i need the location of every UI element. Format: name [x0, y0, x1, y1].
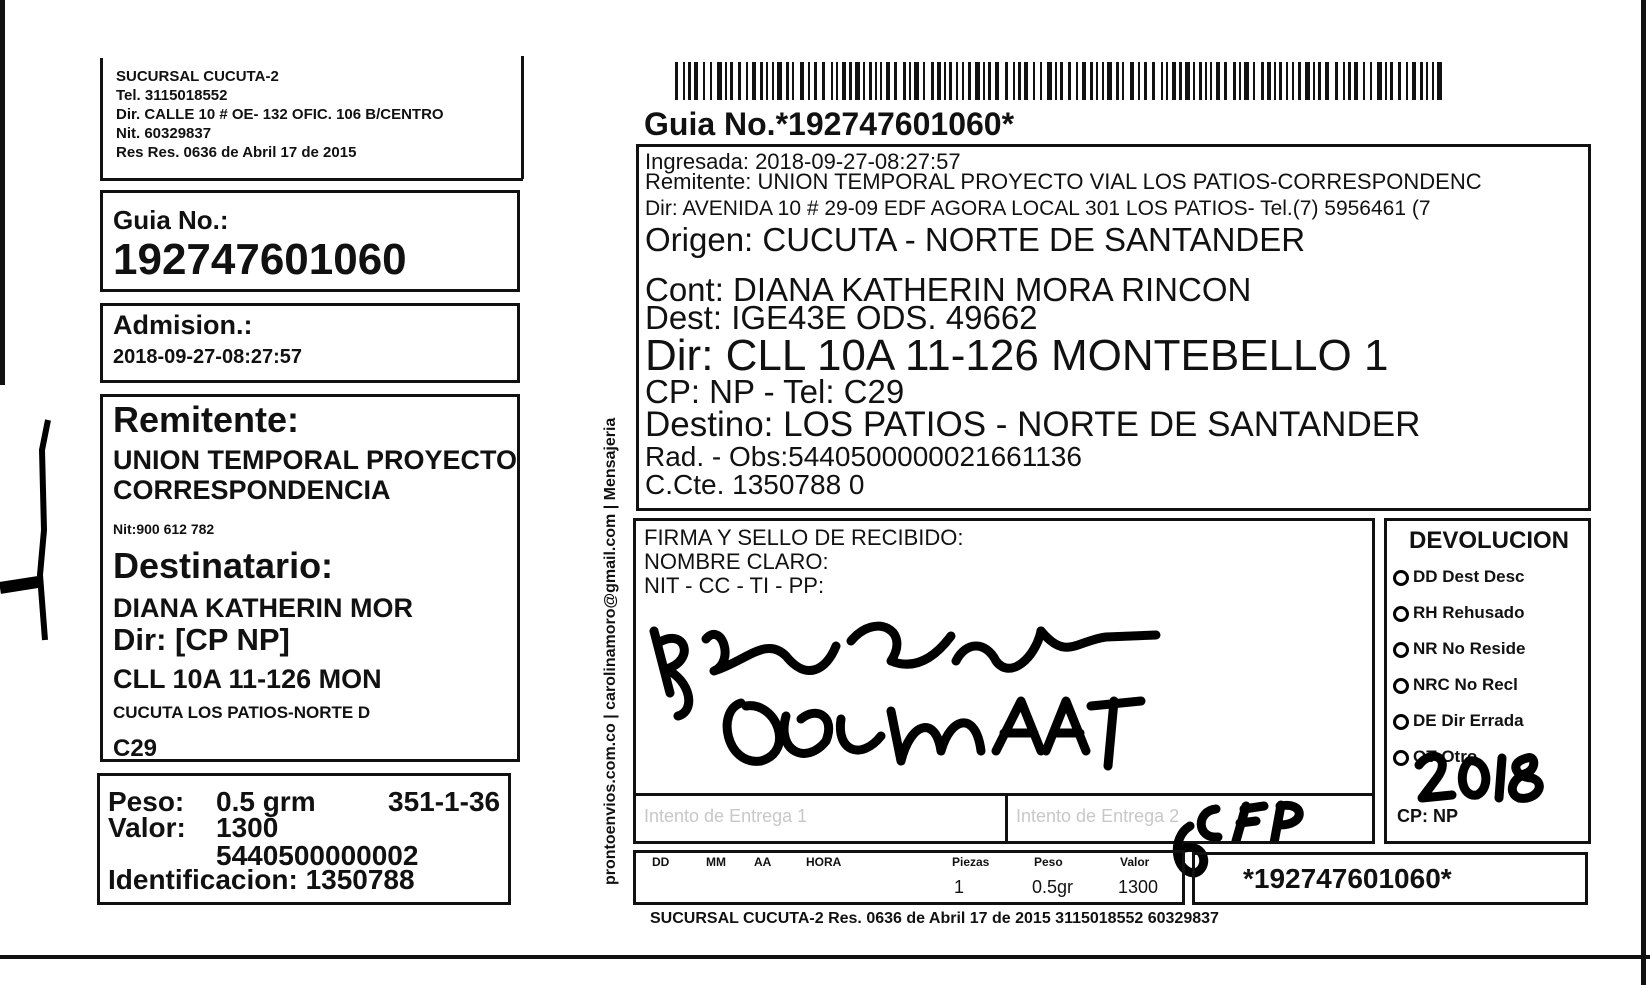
barcode-bar — [975, 62, 980, 100]
scan-border-right — [1641, 0, 1646, 985]
barcode-bar — [694, 62, 698, 100]
barcode-bar — [1412, 62, 1416, 100]
barcode-bar — [1166, 62, 1168, 100]
scan-mark-left — [0, 410, 70, 650]
table-header-dd: DD — [652, 855, 670, 869]
signature-label: FIRMA Y SELLO DE RECIBIDO: — [644, 525, 964, 550]
peso-label: Peso: — [108, 786, 185, 817]
barcode-bar — [822, 62, 825, 100]
barcode-bar — [1199, 62, 1202, 100]
barcode-bar — [746, 62, 748, 100]
barcode-bar — [937, 62, 941, 100]
branch-tel: Tel. 3115018552 — [116, 87, 228, 104]
cont-line: Cont: DIANA KATHERIN MORA RINCON — [645, 271, 1252, 308]
barcode-bar — [1363, 62, 1365, 100]
radio-circle-icon — [1393, 642, 1409, 658]
table-header-aa: AA — [754, 855, 772, 869]
recipient-city: CUCUTA LOS PATIOS-NORTE D — [113, 703, 371, 722]
barcode-bar — [786, 62, 789, 100]
barcode-bar — [1233, 62, 1236, 100]
devolucion-option[interactable]: OT Otro — [1393, 739, 1525, 775]
table-header-peso: Peso — [1034, 855, 1063, 869]
remitente-line: Remitente: UNION TEMPORAL PROYECTO VIAL LOS PATIOS-CORRESPONDENC — [645, 169, 1482, 194]
barcode-bar — [1161, 62, 1163, 100]
barcode-bar — [1047, 62, 1052, 100]
barcode-bar — [1107, 62, 1112, 100]
barcode-bar — [1216, 62, 1220, 100]
ingresada-line: Ingresada: 2018-09-27-08:27:57 — [645, 149, 961, 174]
barcode-bar — [1185, 62, 1190, 100]
barcode-bar — [914, 62, 919, 100]
barcode-bar — [875, 62, 877, 100]
barcode-bar — [886, 62, 890, 100]
barcode-bar — [831, 62, 833, 100]
table-header-valor: Valor — [1120, 855, 1150, 869]
identification: Identificacion: 1350788 — [108, 864, 415, 895]
barcode-bar — [1398, 62, 1401, 100]
barcode-bar — [766, 62, 768, 100]
barcode-bar — [855, 62, 860, 100]
barcode-bar — [923, 62, 925, 100]
barcode-bar — [717, 62, 722, 100]
barcode-bar — [1024, 62, 1028, 100]
sender-name-line1: UNION TEMPORAL PROYECTO — [113, 445, 518, 475]
barcode-bar — [1385, 62, 1387, 100]
guide-label: Guia No.: — [113, 205, 229, 235]
barcode-bar — [808, 62, 810, 100]
barcode-bar — [1432, 62, 1434, 100]
admission-box — [100, 303, 520, 383]
admission-label: Admision.: — [113, 310, 253, 340]
vertical-contact-text: prontoenvios.com.co | carolinamoro@gmail.com | Mensajeria — [602, 417, 619, 885]
barcode-bar — [1090, 62, 1093, 100]
table-header-hora: HORA — [806, 855, 842, 869]
barcode-bar — [1122, 62, 1124, 100]
table-value-piezas: 1 — [954, 877, 965, 897]
admission-value: 2018-09-27-08:27:57 — [113, 346, 303, 368]
radio-circle-icon — [1393, 678, 1409, 694]
recipient-label: Destinatario: — [113, 545, 334, 586]
barcode-bar — [1172, 62, 1176, 100]
barcode-bar — [1096, 62, 1098, 100]
delivery-attempt-1: Intento de Entrega 1 — [636, 793, 1008, 844]
sender-label: Remitente: — [113, 399, 300, 440]
origen-line: Origen: CUCUTA - NORTE DE SANTANDER — [645, 221, 1306, 258]
bottom-table — [633, 850, 1185, 905]
recipient-name: DIANA KATHERIN MOR — [113, 593, 413, 623]
barcode-bar — [836, 62, 838, 100]
barcode-bar — [675, 62, 678, 100]
barcode-bar — [760, 62, 763, 100]
barcode-bar — [1370, 62, 1372, 100]
radio-circle-icon — [1393, 570, 1409, 586]
barcode-bar — [1068, 62, 1071, 100]
recipient-dir-label: Dir: [CP NP] — [113, 622, 290, 657]
valor-value: 1300 — [216, 812, 279, 843]
barcode-bar — [1267, 62, 1271, 100]
barcode-bar — [1040, 62, 1042, 100]
barcode-bar — [1298, 62, 1301, 100]
barcode-bar — [1437, 62, 1442, 100]
barcode-bar — [903, 62, 906, 100]
sender-name-line2: CORRESPONDENCIA — [113, 475, 391, 505]
guide-title: Guia No.*192747601060* — [644, 106, 1015, 142]
destino-line: Destino: LOS PATIOS - NORTE DE SANTANDER — [645, 405, 1421, 444]
barcode-bar — [968, 62, 971, 100]
radio-circle-icon — [1393, 606, 1409, 622]
dest-line: Dest: IGE43E ODS. 49662 — [645, 299, 1038, 336]
branch-name: SUCURSAL CUCUTA-2 — [116, 68, 279, 85]
sender-nit: Nit:900 612 782 — [113, 521, 215, 537]
barcode-bar — [1060, 62, 1063, 100]
barcode-bar — [688, 62, 691, 100]
barcode-bar — [1286, 62, 1288, 100]
table-value-valor: 1300 — [1118, 877, 1159, 897]
guide-footer-box — [1192, 852, 1588, 905]
barcode-bar — [1116, 62, 1119, 100]
branch-nit: Nit. 60329837 — [116, 125, 212, 142]
barcode-bar — [1406, 62, 1408, 100]
rad-obs-line: Rad. - Obs:5440500000021661136 — [645, 441, 1082, 472]
ccte-line: C.Cte. 1350788 0 — [645, 469, 865, 500]
barcode-bar — [995, 62, 999, 100]
barcode-bar — [988, 62, 991, 100]
name-label: NOMBRE CLARO: — [644, 549, 829, 574]
table-value-peso: 0.5gr — [1032, 877, 1074, 897]
table-header-piezas: Piezas — [952, 855, 990, 869]
devolucion-option[interactable]: NR No Reside — [1393, 631, 1525, 667]
barcode-bar — [1305, 62, 1310, 100]
barcode-bar — [1082, 62, 1086, 100]
barcode-bar — [1325, 62, 1329, 100]
barcode-bar — [683, 62, 685, 100]
barcode-bar — [814, 62, 817, 100]
barcode-bar — [703, 62, 705, 100]
route-code: 351-1-36 — [388, 786, 501, 817]
branch-address: Dir. CALLE 10 # OE- 132 OFIC. 106 B/CENTRO — [116, 106, 444, 123]
barcode-bar — [1013, 62, 1015, 100]
barcode-bar — [894, 62, 897, 100]
barcode-bar — [1193, 62, 1195, 100]
peso-value: 0.5 grm — [216, 786, 316, 817]
barcode-bar — [1152, 62, 1155, 100]
barcode-bar — [1313, 62, 1315, 100]
guide-number-box — [100, 190, 520, 292]
barcode-bar — [1420, 62, 1423, 100]
cp-tel-line: CP: NP - Tel: C29 — [645, 373, 905, 410]
barcode-bar — [730, 62, 733, 100]
recipient-phone: C29 — [113, 735, 158, 762]
barcode-bar — [738, 62, 741, 100]
barcode-bar — [1292, 62, 1294, 100]
barcode-bar — [1224, 62, 1227, 100]
barcode-bar — [849, 62, 852, 100]
delivery-attempt-2: Intento de Entrega 2 — [1008, 793, 1375, 844]
signature-box — [633, 518, 1375, 844]
barcode-bar — [1076, 62, 1078, 100]
barcode-bar — [1244, 62, 1249, 100]
barcode-bar — [1261, 62, 1264, 100]
barcode-bar — [1018, 62, 1021, 100]
barcode — [675, 62, 1440, 100]
radio-circle-icon — [1393, 714, 1409, 730]
barcode-bar — [931, 62, 934, 100]
barcode-bar — [1426, 62, 1428, 100]
barcode-bar — [1055, 62, 1057, 100]
barcode-bar — [880, 62, 882, 100]
scan-border-left — [0, 0, 5, 385]
barcode-bar — [1253, 62, 1255, 100]
devolucion-option[interactable]: RH Rehusado — [1393, 595, 1525, 631]
barcode-bar — [800, 62, 804, 100]
scan-border-bottom — [0, 955, 1650, 959]
barcode-bar — [1210, 62, 1212, 100]
guide-footer-number: *192747601060* — [1243, 863, 1452, 894]
barcode-bar — [1318, 62, 1321, 100]
handwritten-signature — [636, 601, 1196, 801]
barcode-bar — [869, 62, 872, 100]
barcode-bar — [792, 62, 794, 100]
barcode-bar — [1239, 62, 1241, 100]
barcode-bar — [1279, 62, 1282, 100]
branch-resolution: Res Res. 0636 de Abril 17 de 2015 — [116, 144, 357, 161]
barcode-bar — [1102, 62, 1104, 100]
weight-value-box — [97, 773, 511, 905]
devolucion-cp: CP: NP — [1397, 806, 1459, 826]
devolucion-title: DEVOLUCION — [1409, 527, 1570, 554]
barcode-bar — [842, 62, 846, 100]
barcode-bar — [1377, 62, 1382, 100]
recipient-address: CLL 10A 11-126 MON — [113, 664, 382, 694]
barcode-bar — [725, 62, 727, 100]
barcode-bar — [909, 62, 911, 100]
barcode-bar — [863, 62, 865, 100]
footer-text: SUCURSAL CUCUTA-2 Res. 0636 de Abril 17 de 2015 3115018552 60329837 — [650, 910, 1219, 927]
barcode-bar — [710, 62, 712, 100]
barcode-bar — [1005, 62, 1008, 100]
barcode-bar — [1343, 62, 1345, 100]
barcode-bar — [1179, 62, 1182, 100]
barcode-bar — [956, 62, 958, 100]
barcode-bar — [1348, 62, 1351, 100]
barcode-bar — [1274, 62, 1276, 100]
branch-info — [100, 58, 523, 181]
table-header-mm: MM — [706, 855, 726, 869]
barcode-bar — [772, 62, 774, 100]
devolucion-box — [1384, 518, 1591, 844]
barcode-bar — [752, 62, 756, 100]
barcode-bar — [1335, 62, 1338, 100]
guide-number: 192747601060 — [113, 235, 407, 284]
barcode-bar — [1138, 62, 1140, 100]
devolucion-option[interactable]: DD Dest Desc — [1393, 559, 1525, 595]
barcode-bar — [962, 62, 964, 100]
devolucion-option[interactable]: NRC No Recl — [1393, 667, 1525, 703]
barcode-bar — [1130, 62, 1134, 100]
sender-recipient-box — [100, 394, 520, 762]
barcode-bar — [1205, 62, 1207, 100]
barcode-bar — [983, 62, 985, 100]
barcode-bar — [1144, 62, 1147, 100]
sender-address-line: Dir: AVENIDA 10 # 29-09 EDF AGORA LOCAL 301 LOS PATIOS- Tel.(7) 5956461 (7 — [645, 197, 1431, 220]
id-type-label: NIT - CC - TI - PP: — [644, 573, 825, 598]
barcode-bar — [949, 62, 952, 100]
dest-address-line: Dir: CLL 10A 11-126 MONTEBELLO 1 — [645, 331, 1389, 380]
handwritten-year — [1407, 743, 1557, 823]
reference-number: 5440500000002 — [216, 840, 419, 871]
valor-label: Valor: — [108, 812, 186, 843]
shipment-details-box — [636, 144, 1591, 511]
barcode-bar — [777, 62, 782, 100]
barcode-bar — [1390, 62, 1393, 100]
devolucion-option[interactable]: DE Dir Errada — [1393, 703, 1525, 739]
barcode-bar — [1354, 62, 1358, 100]
barcode-bar — [944, 62, 946, 100]
barcode-bar — [1033, 62, 1035, 100]
